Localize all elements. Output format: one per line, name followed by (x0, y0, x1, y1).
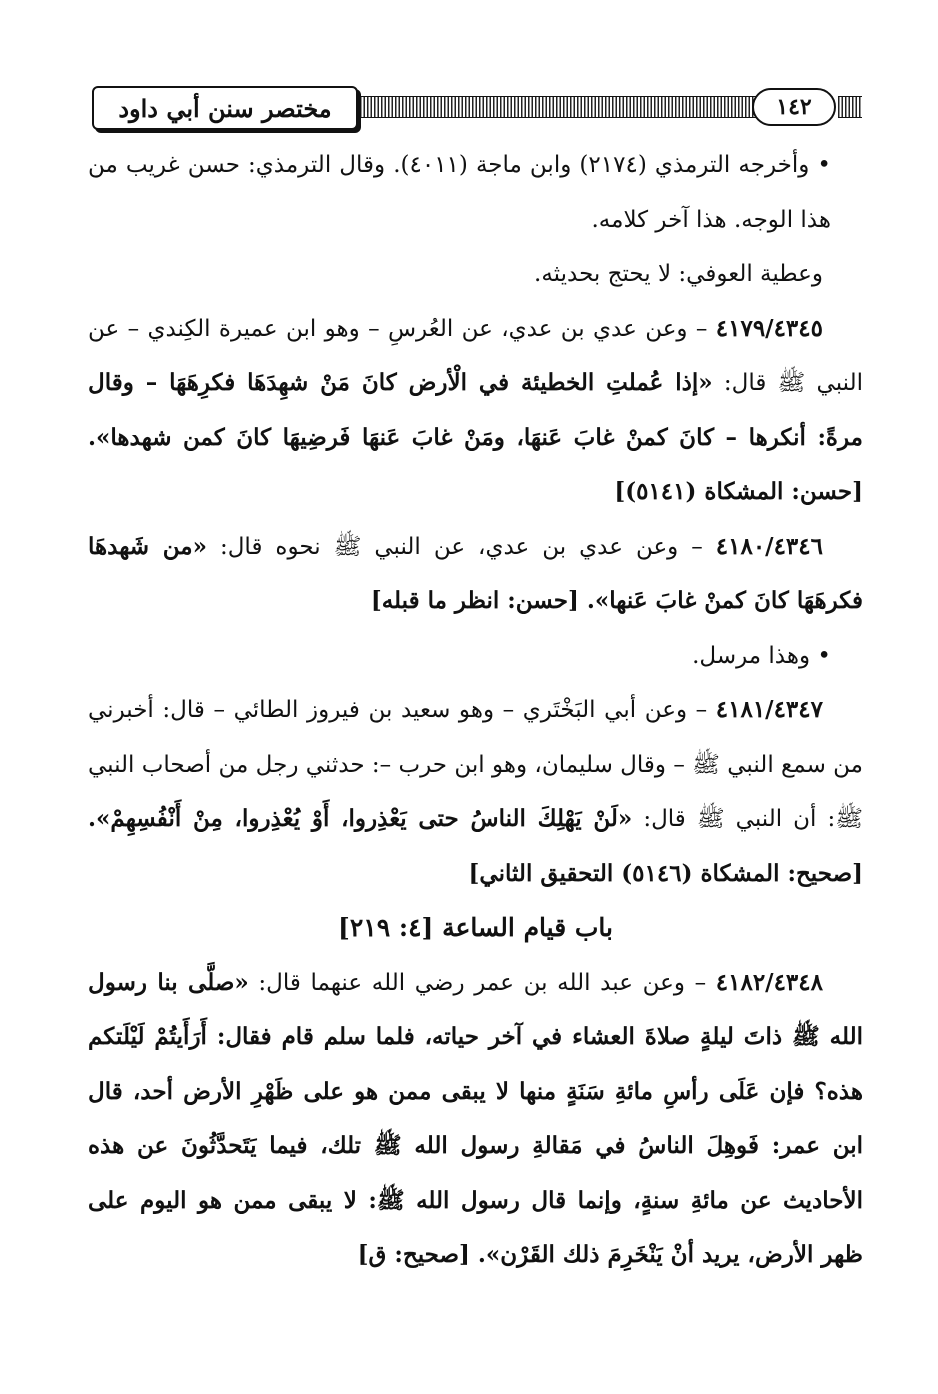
hadith-4181 (88, 683, 863, 901)
book-title: مختصر سنن أبي داود (92, 86, 358, 130)
header-ornament-bar (332, 96, 812, 118)
hadith-text: «صلَّى بنا رسول الله ﷺ ذاتَ ليلةٍ صلاةَ العشاء في آخر حياته، فلما سلم قام فقال: أَرَأَيتُمْ لَيْلَتكم هذه؟ فإن عَلَى رأسِ مائةِ سَنَةٍ منها لا يبقى ممن هو على ظَهْرِ الأرض أحد، قال ابن عمر: فَوهِلَ الناسُ في مَقالةِ رسول الله ﷺ تلك، فيما يَتَحدَّثُونَ عن هذه الأحاديث عن مائةِ سنةٍ، وإنما قال رسول الله ﷺ: لا يبقى ممن هو اليوم على ظهر الأرض، يريد أنْ يَنْخَرِمَ ذلك القَرْن». [صحيح: ق] (88, 968, 863, 1268)
hadith-text: «إذا عُملتِ الخطيئة في الْأرض كانَ مَنْ شهِدَهَا فكرِهَهَا – وقال مرةً: أنكرها – كانَ كمنْ غابَ عَنهَا، ومَنْ غابَ عَنهَا فَرضِيهَا كانَ كمن شهدها». [حسن: المشكاة (٥١٤١)] (88, 369, 863, 505)
hadith-text: «من شَهدهَا فكرهَهَا كانَ كمنْ غابَ عَنها». [حسن: انظر ما قبله] (88, 532, 863, 614)
hadith-text: «لَنْ يَهْلِكَ الناسُ حتى يَعْذِروا، أَوْ يُعْذِروا، مِنْ أَنْفُسِهِمْ». [صحيح: المشكاة (٥١٤٦) التحقيق الثاني] (88, 805, 863, 887)
section-heading: باب قيام الساعة [٤: ٢١٩] (338, 913, 613, 942)
hadith-chain: – وعن عبد الله بن عمر رضي الله عنهما قال: (248, 969, 716, 996)
note-paragraph: • وهذا مرسل. (692, 642, 831, 669)
hadith-4182 (88, 956, 863, 1283)
hadith-chain: – وعن عدي بن عدي، عن العُرسِ – وهو ابن عميرة الكِندي – عن النبي ﷺ قال: (88, 315, 863, 396)
page-number: ١٤٢ (752, 88, 836, 126)
hadith-chain: – وعن أبي البَخْتَري – وهو سعيد بن فيروز الطائي – قال: أخبرني من سمع النبي ﷺ – وقال سليمان، وهو ابن حرب –: حدثني رجل من أصحاب النبي ﷺ: أن النبي ﷺ قال: (88, 697, 863, 832)
page-header (92, 86, 862, 136)
page-body (88, 138, 863, 1283)
header-ornament-end (838, 96, 862, 118)
hadith-number: ٤١٨٠/٤٣٤٦ (715, 532, 823, 560)
note-paragraph: • وأخرجه الترمذي (٢١٧٤) وابن ماجة (٤٠١١). وقال الترمذي: حسن غريب من هذا الوجه. هذا آخر كلامه. (88, 152, 832, 233)
hadith-number: ٤١٨٢/٤٣٤٨ (715, 968, 823, 996)
hadith-4179 (88, 302, 863, 520)
hadith-number: ٤١٨١/٤٣٤٧ (715, 696, 823, 723)
note-paragraph: وعطية العوفي: لا يحتج بحديثه. (534, 261, 823, 287)
hadith-chain: – وعن عدي بن عدي، عن النبي ﷺ نحوه قال: (206, 533, 716, 560)
hadith-4180 (88, 520, 863, 629)
hadith-number: ٤١٧٩/٤٣٤٥ (715, 314, 823, 342)
